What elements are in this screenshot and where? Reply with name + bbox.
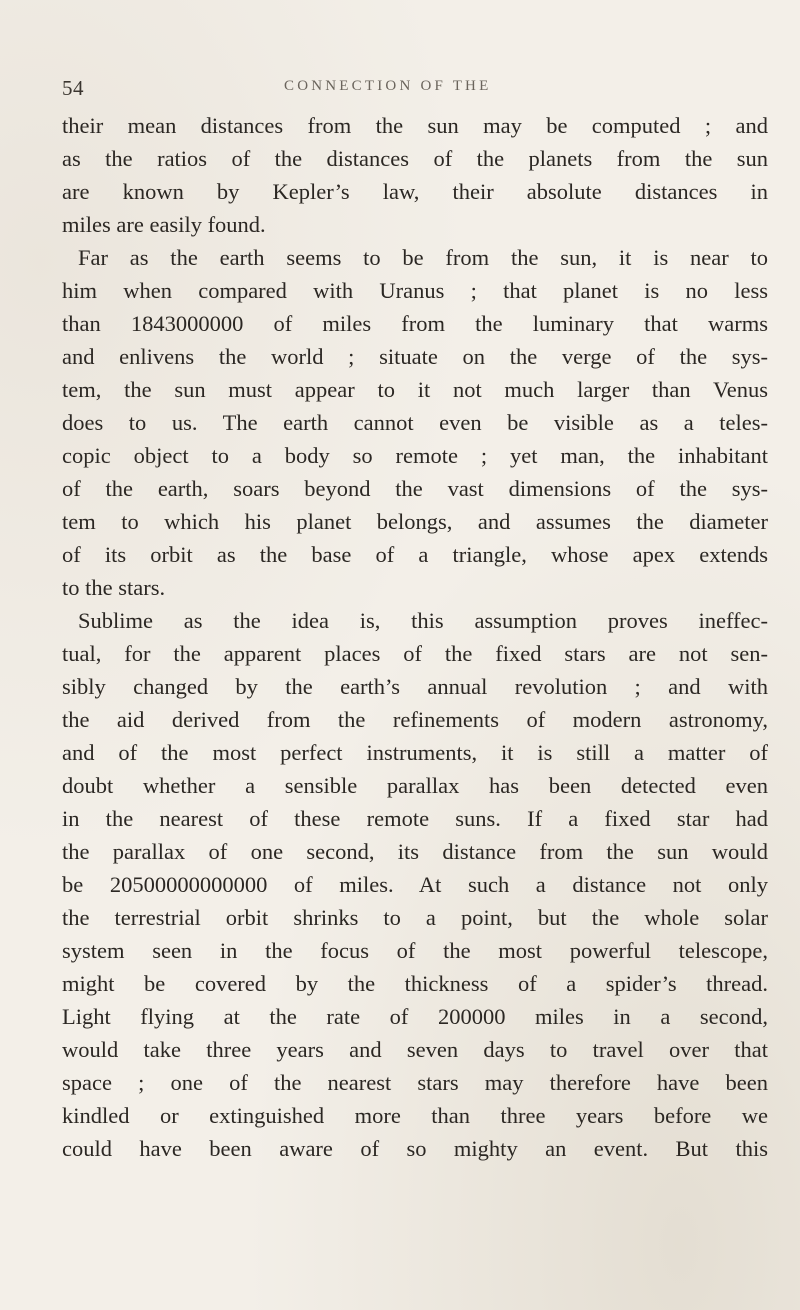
text-line: in the nearest of these remote suns. If a fixed star had: [62, 806, 768, 831]
text-line: would take three years and seven days to travel over that: [62, 1037, 768, 1062]
text-line: and enlivens the world ; situate on the verge of the sys-: [62, 344, 768, 369]
text-line: be 20500000000000 of miles. At such a distance not only: [62, 872, 768, 897]
page-header: [62, 76, 762, 102]
text-line: miles are easily found.: [62, 212, 266, 237]
text-line: tem to which his planet belongs, and assumes the diameter: [62, 509, 768, 534]
text-line: the terrestrial orbit shrinks to a point, but the whole solar: [62, 905, 768, 930]
text-line: than 1843000000 of miles from the luminary that warms: [62, 311, 768, 336]
text-line: him when compared with Uranus ; that planet is no less: [62, 278, 768, 303]
text-line: could have been aware of so mighty an event. But this: [62, 1136, 768, 1161]
text-line: the parallax of one second, its distance from the sun would: [62, 839, 768, 864]
text-line: and of the most perfect instruments, it is still a matter of: [62, 740, 768, 765]
text-line: kindled or extinguished more than three years before we: [62, 1103, 768, 1128]
text-line: as the ratios of the distances of the planets from the sun: [62, 146, 768, 171]
text-line: of the earth, soars beyond the vast dimensions of the sys-: [62, 476, 768, 501]
text-line: system seen in the focus of the most powerful telescope,: [62, 938, 768, 963]
body-text: [62, 109, 768, 1165]
text-line: of its orbit as the base of a triangle, whose apex extends: [62, 542, 768, 567]
text-line: might be covered by the thickness of a spider’s thread.: [62, 971, 768, 996]
text-line: doubt whether a sensible parallax has been detected even: [62, 773, 768, 798]
text-line: Light flying at the rate of 200000 miles in a second,: [62, 1004, 768, 1029]
text-line: copic object to a body so remote ; yet man, the inhabitant: [62, 443, 768, 468]
text-line: tual, for the apparent places of the fixed stars are not sen-: [62, 641, 768, 666]
running-head: CONNECTION OF THE: [284, 78, 492, 94]
text-line: sibly changed by the earth’s annual revolution ; and with: [62, 674, 768, 699]
text-line: Sublime as the idea is, this assumption proves ineffec-: [78, 608, 768, 633]
text-line: the aid derived from the refinements of modern astronomy,: [62, 707, 768, 732]
page-number: 54: [62, 76, 84, 100]
text-line: Far as the earth seems to be from the sun, it is near to: [78, 245, 768, 270]
text-line: space ; one of the nearest stars may therefore have been: [62, 1070, 768, 1095]
text-line: their mean distances from the sun may be computed ; and: [62, 113, 768, 138]
text-line: to the stars.: [62, 575, 166, 600]
text-line: does to us. The earth cannot even be visible as a teles-: [62, 410, 768, 435]
text-line: tem, the sun must appear to it not much larger than Venus: [62, 377, 768, 402]
text-line: are known by Kepler’s law, their absolute distances in: [62, 179, 768, 204]
